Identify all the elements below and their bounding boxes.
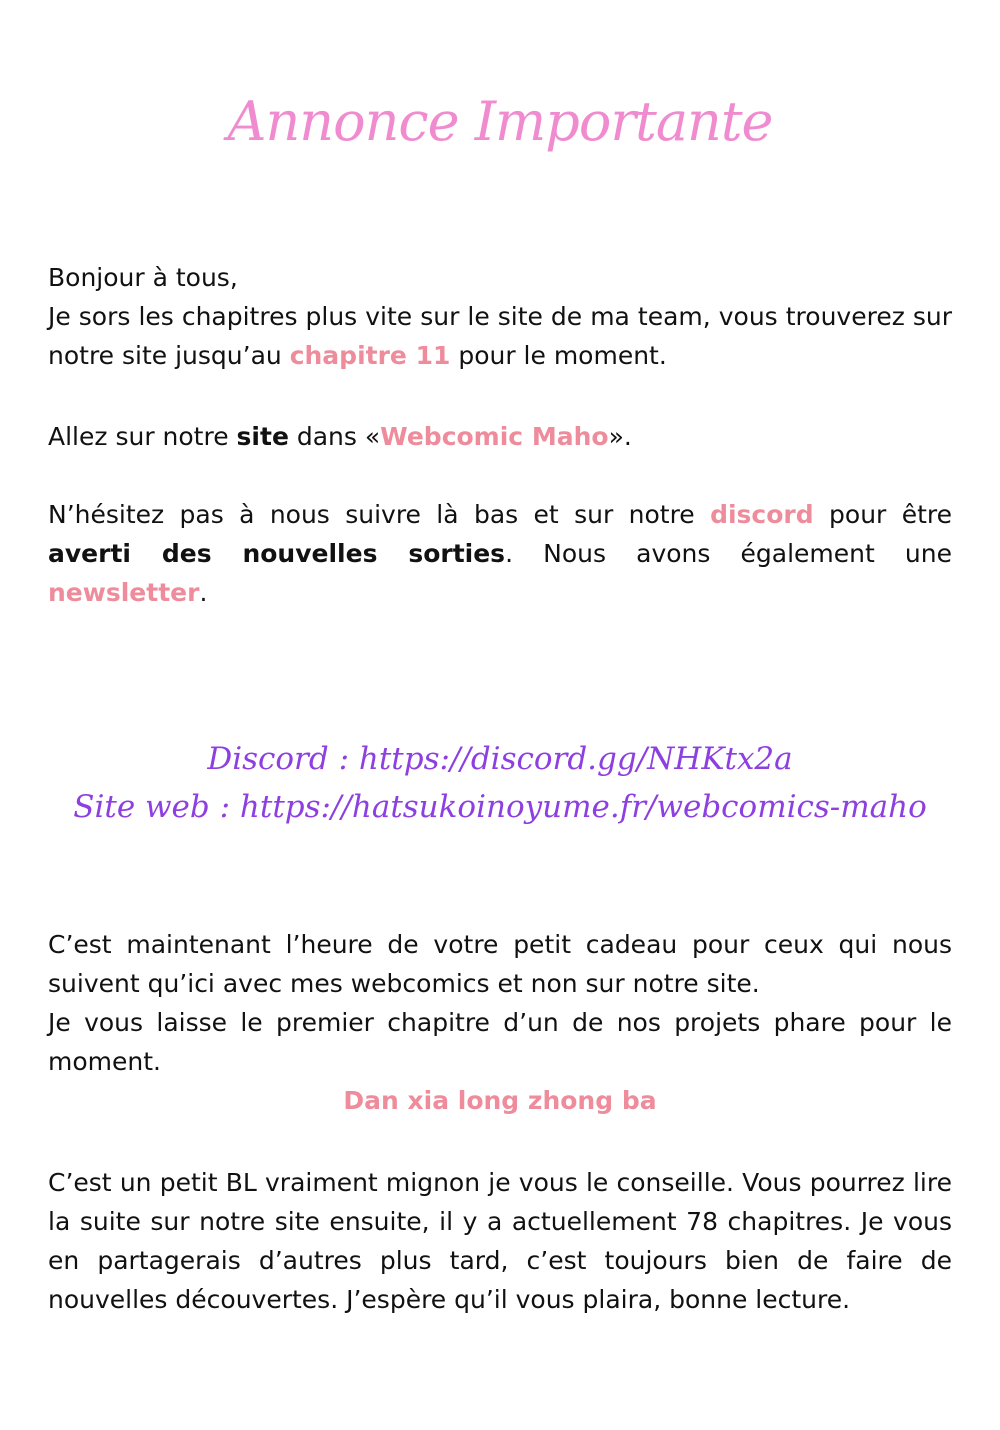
site-middle: dans « [288, 422, 381, 451]
follow-part3: . Nous avons également une [505, 539, 952, 568]
intro-paragraph [48, 258, 952, 375]
closing-paragraph: C’est un petit BL vraiment mignon je vous le conseille. Vous pourrez lire la suite sur notre site ensuite, il y a actuellement 78 chapitres. Je vous en partagerais d’autres plus tard, c’est toujours bien de faire de nouvelles découvertes. J’espère qu’il vous plaira, bonne lecture. [48, 1168, 952, 1314]
site-paragraph [48, 417, 952, 456]
greeting-text: Bonjour à tous, [48, 263, 238, 292]
newsletter-link[interactable]: newsletter [48, 578, 200, 607]
site-prefix: Allez sur notre [48, 422, 237, 451]
intro-body [48, 297, 952, 375]
discord-link[interactable]: discord [710, 500, 814, 529]
gift-paragraph [48, 925, 952, 1120]
webcomic-maho-link[interactable]: Webcomic Maho [380, 422, 609, 451]
site-word: site [236, 422, 289, 451]
follow-part1: N’hésitez pas à nous suivre là bas et sur notre [48, 500, 711, 529]
page-title: Annonce Importante [227, 90, 773, 153]
follow-bold-phrase: averti des nouvelles sorties [48, 539, 506, 568]
gift-text-2: Je vous laisse le premier chapitre d’un de nos projets phare pour le moment. [48, 1008, 952, 1076]
discord-url-link[interactable]: Discord : https://discord.gg/NHKtx2a [207, 741, 793, 777]
intro-text-b: pour le moment. [450, 341, 667, 370]
follow-part2: pour être [813, 500, 952, 529]
site-suffix: ». [608, 422, 632, 451]
website-url-link[interactable]: Site web : https://hatsukoinoyume.fr/webcomics-maho [73, 789, 927, 825]
follow-part4: . [199, 578, 208, 607]
chapter-link[interactable]: chapitre 11 [289, 341, 451, 370]
project-title[interactable]: Dan xia long zhong ba [343, 1086, 657, 1115]
gift-text-1: C’est maintenant l’heure de votre petit cadeau pour ceux qui nous suivent qu’ici avec mes webcomics et non sur notre site. [48, 930, 952, 998]
follow-paragraph [48, 495, 952, 612]
intro-text-a: Je sors les chapitres plus vite sur le site de ma team, vous trouverez sur notre site jusqu’au [48, 302, 952, 370]
links-block [0, 735, 1000, 831]
